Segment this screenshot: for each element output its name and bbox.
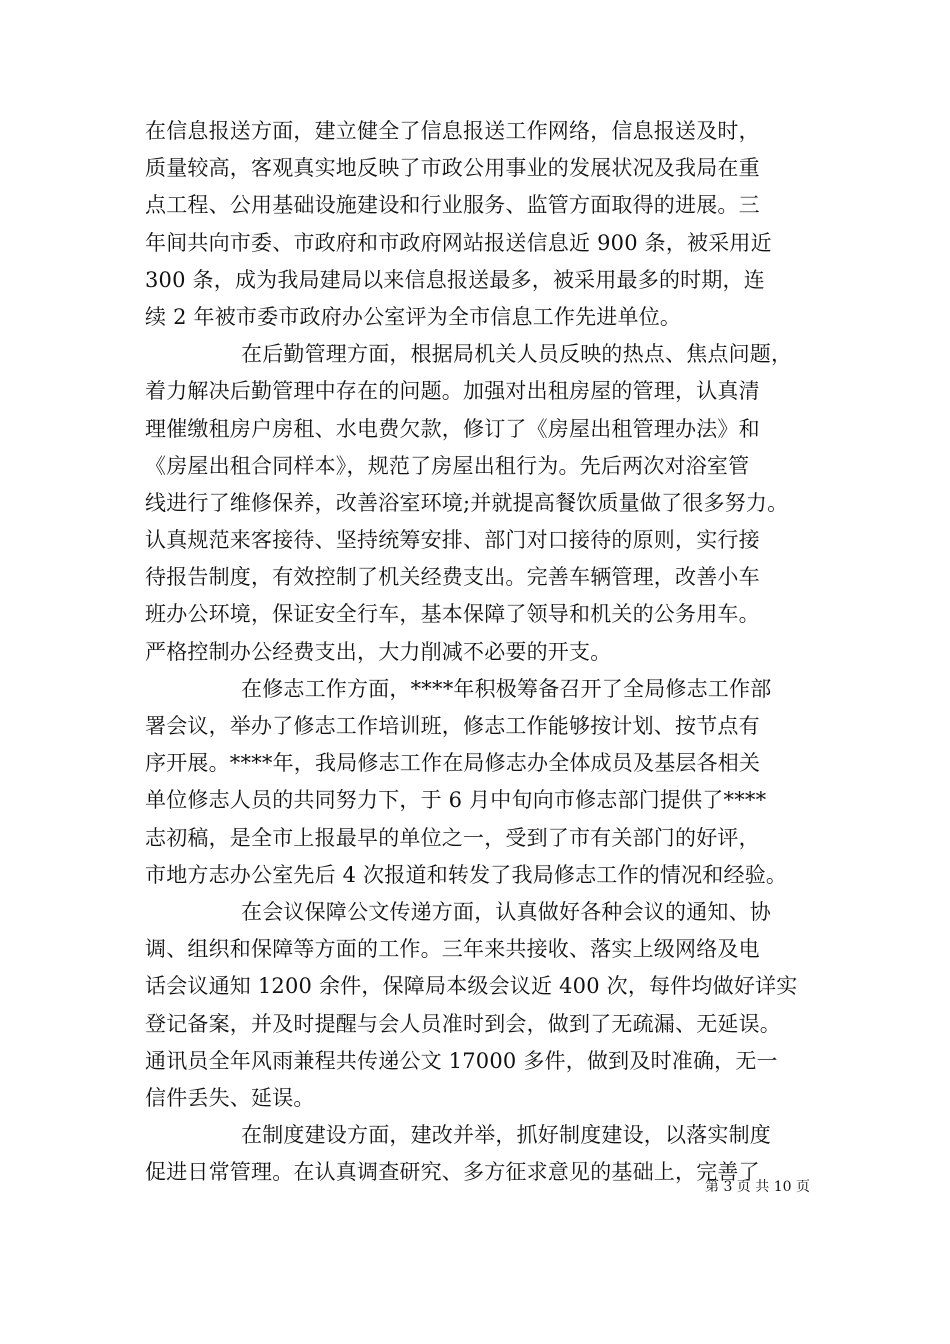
text-line: 单位修志人员的共同努力下，于 6 月中旬向市修志部门提供了**** <box>145 788 767 813</box>
text-line: 话会议通知 1200 余件，保障局本级会议近 400 次，每件均做好详实 <box>145 974 798 999</box>
text-line: 在信息报送方面，建立健全了信息报送工作网络，信息报送及时， <box>145 119 760 143</box>
text-line: 通讯员全年风雨兼程共传递公文 17000 多件，做到及时准确，无一 <box>145 1048 778 1073</box>
text-line: 市地方志办公室先后 4 次报道和转发了我局修志工作的情况和经验。 <box>145 862 788 887</box>
page-number-footer: 第 3 页 共 10 页 <box>705 1179 810 1195</box>
text-line: 登记备案，并及时提醒与会人员准时到会，做到了无疏漏、无延误。 <box>145 1011 781 1036</box>
paragraph-start-line: 在会议保障公文传递方面，认真做好各种会议的通知、协 <box>241 899 771 924</box>
text-line: 待报告制度，有效控制了机关经费支出。完善车辆管理，改善小车 <box>145 565 760 590</box>
document-body <box>145 113 825 1191</box>
text-line: 年间共向市委、市政府和市政府网站报送信息近 900 条，被采用近 <box>145 230 772 255</box>
text-line: 质量较高，客观真实地反映了市政公用事业的发展状况及我局在重 <box>145 156 760 181</box>
text-line: 300 条，成为我局建局以来信息报送最多，被采用最多的时期，连 <box>145 267 765 292</box>
text-line: 署会议，举办了修志工作培训班，修志工作能够按计划、按节点有 <box>145 714 760 738</box>
text-line: 着力解决后勤管理中存在的问题。加强对出租房屋的管理，认真清 <box>145 379 760 404</box>
paragraph-start-line: 在制度建设方面，建改并举，抓好制度建设，以落实制度 <box>241 1123 771 1148</box>
text-line: 理催缴租房户房租、水电费欠款，修订了《房屋出租管理办法》和 <box>145 416 760 441</box>
text-line: 志初稿，是全市上报最早的单位之一，受到了市有关部门的好评， <box>145 825 760 850</box>
text-line: 线进行了维修保养，改善浴室环境;并就提高餐饮质量做了很多努力。 <box>145 490 789 515</box>
paragraph-start-line: 在修志工作方面，****年积极筹备召开了全局修志工作部 <box>241 676 772 701</box>
text-line: 严格控制办公经费支出，大力削减不必要的开支。 <box>145 639 612 664</box>
text-line: 调、组织和保障等方面的工作。三年来共接收、落实上级网络及电 <box>145 937 760 962</box>
text-line: 信件丢失、延误。 <box>145 1085 315 1110</box>
paragraph-start-line: 在后勤管理方面，根据局机关人员反映的热点、焦点问题， <box>241 342 793 367</box>
text-line: 续 2 年被市委市政府办公室评为全市信息工作先进单位。 <box>145 304 682 329</box>
text-line: 班办公环境，保证安全行车，基本保障了领导和机关的公务用车。 <box>145 602 760 627</box>
text-line: 《房屋出租合同样本》，规范了房屋出租行为。先后两次对浴室管 <box>145 453 750 478</box>
text-line: 序开展。****年，我局修志工作在局修志办全体成员及基层各相关 <box>145 751 761 776</box>
text-line: 点工程、公用基础设施建设和行业服务、监管方面取得的进展。三 <box>145 193 760 218</box>
text-line: 促进日常管理。在认真调查研究、多方征求意见的基础上，完善了 <box>145 1160 760 1185</box>
text-line: 认真规范来客接待、坚持统筹安排、部门对口接待的原则，实行接 <box>145 528 760 553</box>
